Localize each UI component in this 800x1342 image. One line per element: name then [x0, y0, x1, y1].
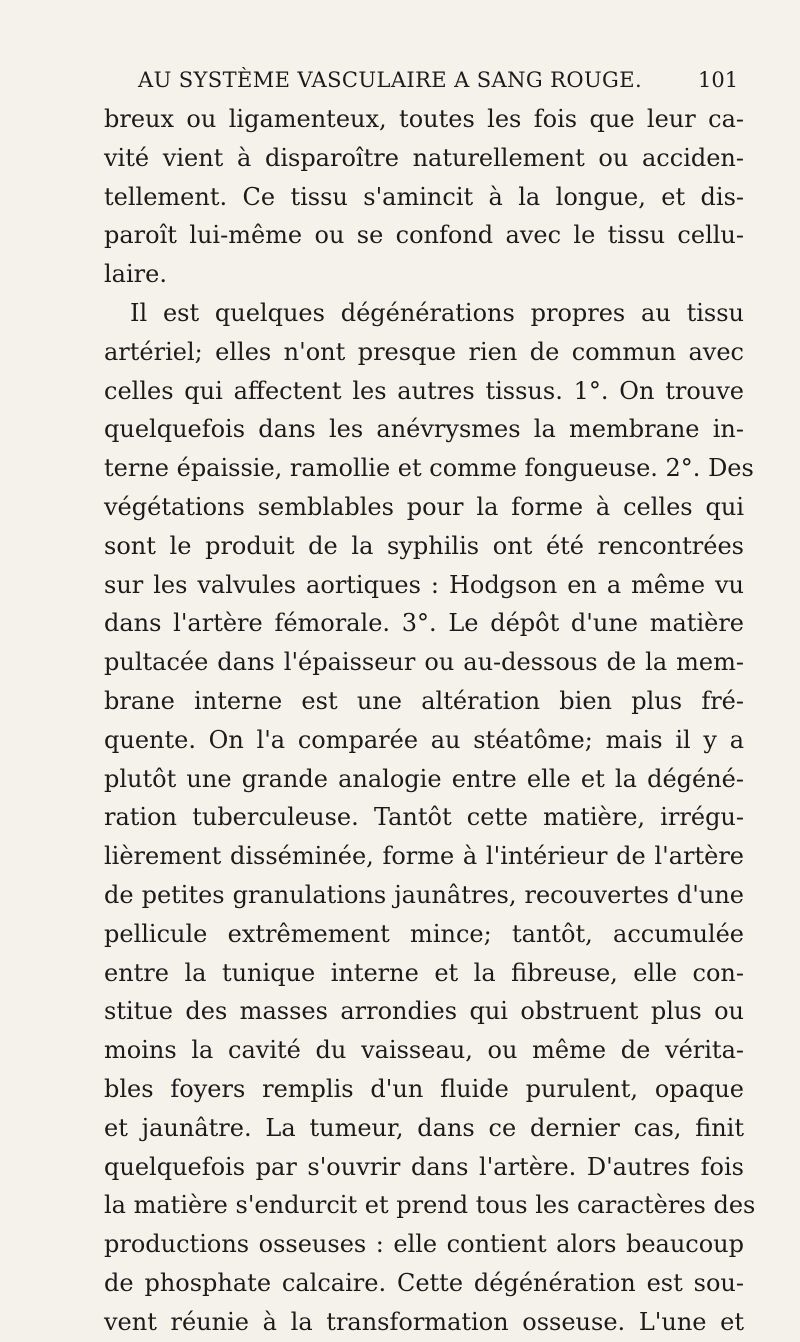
text-line: breux ou ligamenteux, toutes les fois que leur ca-	[104, 105, 744, 133]
text-line: quelquefois par s'ouvrir dans l'artère. D'autres fois	[104, 1152, 744, 1181]
text-line: de petites granulations jaunâtres, recouvertes d'une	[104, 880, 744, 909]
text-line: pultacée dans l'épaisseur ou au-dessous de la mem-	[104, 648, 744, 677]
text-line: sont le produit de la syphilis ont été rencontrées	[104, 531, 744, 560]
page-number: 101	[698, 68, 739, 92]
text-line: entre la tunique interne et la fibreuse, elle con-	[104, 958, 744, 987]
text-line: plutôt une grande analogie entre elle et la dégéné-	[104, 764, 744, 793]
text-line: de phosphate calcaire. Cette dégénération est sou-	[104, 1268, 744, 1297]
running-title: AU SYSTÈME VASCULAIRE A SANG ROUGE.	[138, 68, 643, 92]
text-line: lièrement disséminée, forme à l'intérieur de l'artère	[104, 842, 744, 871]
text-line: laire.	[104, 260, 167, 289]
text-line: pellicule extrêmement mince; tantôt, accumulée	[104, 919, 744, 948]
text-line: quente. On l'a comparée au stéatôme; mais il y a	[104, 725, 744, 754]
text-line: sur les valvules aortiques : Hodgson en a même vu	[104, 570, 744, 599]
text-line: Il est quelques dégénérations propres au tissu	[130, 298, 744, 327]
text-line: paroît lui-même ou se confond avec le tissu cellu-	[104, 221, 744, 250]
body-text	[104, 100, 756, 1342]
text-line: productions osseuses : elle contient alors beaucoup	[104, 1230, 744, 1259]
text-line: stitue des masses arrondies qui obstruent plus ou	[104, 997, 744, 1026]
text-line: bles foyers remplis d'un fluide purulent, opaque	[104, 1074, 744, 1103]
text-line: végétations semblables pour la forme à celles qui	[104, 492, 744, 521]
text-line: brane interne est une altération bien plus fré-	[104, 686, 744, 715]
text-line: dans l'artère fémorale. 3°. Le dépôt d'une matière	[104, 609, 744, 638]
text-line: vent réunie à la transformation osseuse. L'une et	[104, 1307, 744, 1336]
text-line: tellement. Ce tissu s'amincit à la longue, et dis-	[104, 182, 744, 211]
text-line: vité vient à disparoître naturellement ou acciden-	[104, 143, 744, 172]
text-line: artériel; elles n'ont presque rien de commun avec	[104, 337, 744, 366]
running-head	[0, 62, 800, 98]
text-line: terne épaissie, ramollie et comme fongueuse. 2°. Des	[104, 454, 754, 483]
text-line: ration tuberculeuse. Tantôt cette matière, irrégu-	[104, 803, 744, 832]
text-line: et jaunâtre. La tumeur, dans ce dernier cas, finit	[104, 1113, 744, 1142]
text-line: la matière s'endurcit et prend tous les caractères des	[104, 1191, 756, 1220]
text-line: moins la cavité du vaisseau, ou même de vérita-	[104, 1036, 744, 1065]
text-line: quelquefois dans les anévrysmes la membrane in-	[104, 415, 744, 444]
text-line: celles qui affectent les autres tissus. 1°. On trouve	[104, 376, 744, 405]
